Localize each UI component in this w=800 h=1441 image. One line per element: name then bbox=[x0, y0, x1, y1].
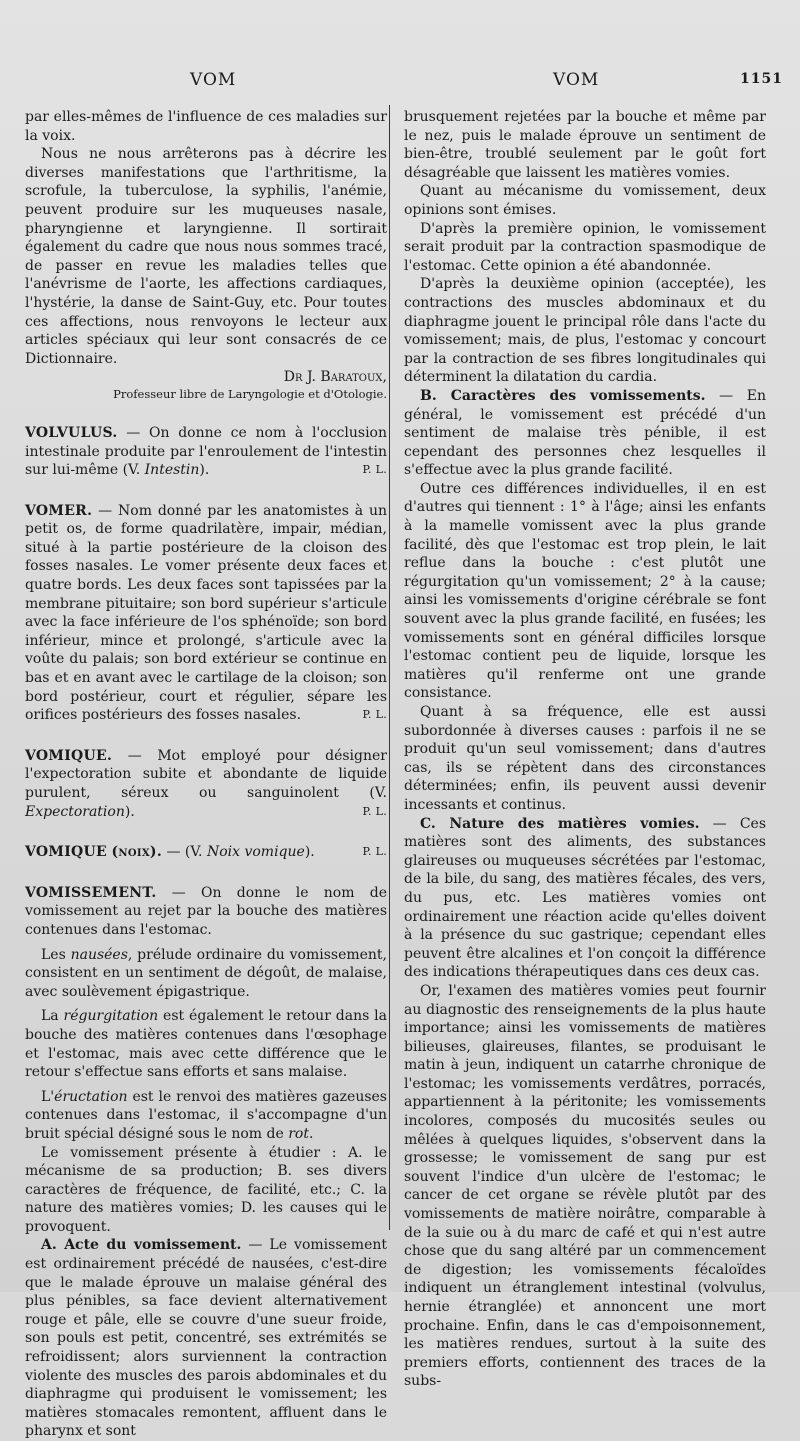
headword: VOMIQUE bbox=[25, 844, 108, 861]
section-heading: A. Acte du vomissement. bbox=[41, 1237, 242, 1254]
entry-text: — Nom donné par les anatomistes à un petit os, de forme quadrilatère, impair, médian, situé à la partie postérieure de la cloison des fosses nasales. Le vomer présente deux faces et quatre bords. Les deux faces sont tapissées par la membrane pituitaire; son bord supérieur s'articule avec la face inférieure de l'os sphénoïde; son bord inférieur, mince et prolongé, s'articule avec la voûte du palais; son bord extérieur se continue en bas et en avant avec le cartilage de la cloison; son bord postérieur, court et régulier, sépare les orifices postérieurs des fosses nasales. bbox=[25, 502, 387, 724]
section-c bbox=[404, 815, 766, 982]
entry-signature: P. L. bbox=[362, 845, 387, 859]
entry-text: — On donne ce nom à l'occlusion intestinale produite par l'enroulement de l'intestin sur lui-même (V. bbox=[25, 424, 387, 479]
entry-vomique bbox=[25, 747, 387, 821]
entry-signature: P. L. bbox=[362, 708, 387, 722]
left-column bbox=[25, 108, 388, 1440]
paragraph-study: Le vomissement présente à étudier : A. le mécanisme de sa production; B. ses divers caractères de fréquence, de facilité, etc.; C. la nature des matières vomies; D. les causes qui le provoquent. bbox=[25, 1144, 387, 1235]
entry-signature: P. L. bbox=[362, 804, 387, 818]
header-right: VOM bbox=[553, 70, 600, 90]
paragraph: D'après la deuxième opinion (acceptée), les contractions des muscles abdominaux et du diaphragme jouent le principal rôle dans l'acte du vomissement; mais, de plus, l'estomac y concourt par la contraction de ses fibres longitudinales qui déterminent la dilatation du cardia. bbox=[404, 276, 766, 386]
author-affiliation: Professeur libre de Laryngologie et d'Otologie. bbox=[113, 386, 387, 401]
section-text: — En général, le vomissement est précédé d'un sentiment de malaise très pénible, il est cependant des personnes chez lesquelles il s'effectue avec la plus grande facilité. bbox=[404, 387, 766, 479]
entry-signature: P. L. bbox=[362, 463, 387, 477]
headword: VOLVULUS. bbox=[25, 424, 118, 441]
paragraph-nausees bbox=[25, 946, 387, 1002]
entry-text: — Mot employé pour désigner l'expectoration subite et abondante de liquide purulent, séreux ou sanguinolent (V. bbox=[25, 747, 387, 801]
entry-text: ). bbox=[124, 803, 135, 820]
paragraph: brusquement rejetées par la bouche et même par le nez, puis le malade éprouve un sentiment de bien-être, troublé seulement par le goût fort désagréable que laissent les matières vomies. bbox=[404, 109, 766, 181]
paragraph: Quant au mécanisme du vomissement, deux opinions sont émises. bbox=[404, 183, 766, 218]
entry-text: — On donne le nom de vomissement au rejet par la bouche des matières contenues dans l'estomac. bbox=[25, 884, 387, 938]
entry-volvulus bbox=[25, 424, 387, 480]
paragraph-regurgitation bbox=[25, 1007, 387, 1081]
header-left: VOM bbox=[190, 70, 237, 90]
headword: VOMIQUE. bbox=[25, 747, 113, 764]
headword: VOMISSEMENT. bbox=[25, 884, 157, 901]
cross-reference: Noix vomique bbox=[206, 844, 305, 861]
term: régurgitation bbox=[63, 1008, 159, 1025]
paragraph: Nous ne nous arrêterons pas à décrire les diverses manifestations que l'arthritisme, la scrofule, la tuberculose, la syphilis, l'anémie, peuvent produire sur les muqueuses nasale, pharyngienne et laryngienne. Il sortirait également du cadre que nous nous sommes tracé, de passer en revue les maladies telles que l'anévrisme de l'aorte, les affections cardiaques, l'hystérie, la danse de Saint-Guy, etc. Pour toutes ces affections, nous renvoyons le lecteur aux articles spéciaux qui leur sont consacrés de ce Dictionnaire. bbox=[25, 146, 387, 367]
entry-text: — (V. bbox=[162, 844, 207, 861]
entry-vomer bbox=[25, 502, 387, 725]
text: Les bbox=[41, 946, 71, 963]
paragraph: D'après la première opinion, le vomissement serait produit par la contraction spasmodique de l'estomac. Cette opinion a été abandonnée. bbox=[404, 220, 766, 274]
term: nausées bbox=[70, 946, 128, 963]
cross-reference: Expectoration bbox=[25, 803, 125, 820]
entry-vomique-noix bbox=[25, 843, 387, 862]
entry-text: ). bbox=[304, 844, 315, 861]
section-b bbox=[404, 387, 766, 480]
section-text: — Ces matières sont des aliments, des substances glaireuses ou muqueuses sécrétées par l'estomac, de la bile, du sang, des matières fécales, des vers, du pus, etc. Les matières vomies ont ordinairement une réaction acide qu'elles doivent à la présence du suc gastrique; cependant elles peuvent être alcalines et l'on conçoit la différence des indications thérapeutiques dans ces deux cas. bbox=[404, 815, 766, 981]
paragraph: Quant à sa fréquence, elle est aussi subordonnée à diverses causes : parfois il ne se produit qu'un seul vomissement; dans d'autres cas, ils se répètent dans des circonstances déterminées; enfin, ils peuvent aussi devenir incessants et continus. bbox=[404, 704, 766, 813]
paragraph: par elles-mêmes de l'influence de ces maladies sur la voix. bbox=[25, 109, 387, 144]
column-divider bbox=[389, 105, 390, 1230]
paragraph: Outre ces différences individuelles, il en est d'autres qui tiennent : 1° à l'âge; ainsi les enfants à la mamelle vomissent avec la plus grande facilité, dès que l'estomac est trop plein, le lait reflue dans la bouche : c'est plutôt une régurgitation qu'un vomissement; 2° à la cause; ainsi les vomissements d'origine cérébrale se font souvent avec la plus grande facilité, en fusées; les vomissements sont en général difficiles lorsque l'estomac contient peu de liquide, lorsque les matières qu'il renferme ont une grande consistance. bbox=[404, 480, 766, 702]
cross-reference: Intestin bbox=[144, 462, 200, 479]
page-number: 1151 bbox=[740, 71, 783, 87]
entry-text: ). bbox=[199, 462, 210, 479]
term: rot bbox=[288, 1125, 309, 1142]
headword: VOMER. bbox=[25, 502, 93, 519]
text: est également le retour dans la bouche des matières contenues dans l'œsophage et l'estomac, mais avec cette différence que le retour s'effectue sans efforts et sans malaise. bbox=[25, 1008, 388, 1081]
headword-qualifier: (noix). bbox=[111, 844, 163, 861]
running-header bbox=[0, 70, 800, 94]
section-a bbox=[25, 1236, 387, 1441]
text: L' bbox=[41, 1088, 55, 1105]
paragraph: Or, l'examen des matières vomies peut fournir au diagnostic des renseignements de la plus haute importance; ainsi les vomissements de matières bilieuses, glaireuses, filantes, se produisant le matin à jeun, indiquent un catarrhe chronique de l'estomac; les vomissements verdâtres, porracés, appartiennent à la péritonite; les vomissements incolores, composés du mucosités seules ou mêlées à quelques liquides, s'observent dans la grossesse; le vomissement de sang pur est souvent l'indice d'un ulcère de l'estomac; le cancer de cet organe se révèle plutôt par des vomissements de matière noirâtre, comparable à de la suie ou à du marc de café et qui n'est autre chose que du sang altéré par un commencement de digestion; les vomissements fécaloïdes indiquent un étranglement intestinal (volvulus, hernie étranglée) et annoncent une mort prochaine. Enfin, dans le cas d'empoisonnement, les matières rendues, surtout à la suite des premiers efforts, contiennent des traces de la subs- bbox=[404, 982, 766, 1390]
section-heading: B. Caractères des vomissements. bbox=[420, 387, 706, 404]
section-text: — Le vomissement est ordinairement précédé de nausées, c'est-dire que le malade éprouve un malaise général des plus pénibles, sa face devient alternativement rouge et pâle, elle se couvre d'une sueur froide, son pouls est petit, concentré, ses extrémités se refroidissent; alors surviennent la contraction violente des muscles des parois abdominales et du diaphragme qui produisent le vomissement; les matières stomacales remontent, affluent dans le pharynx et sont bbox=[25, 1237, 387, 1440]
paragraph-eructation bbox=[25, 1088, 387, 1144]
section-heading: C. Nature des matières vomies. bbox=[420, 815, 700, 832]
entry-vomissement bbox=[25, 884, 387, 940]
text: . bbox=[308, 1125, 314, 1142]
text: , prélude ordinaire du vomissement, consistent en un sentiment de dégoût, de malaise, avec soulèvement épigastrique. bbox=[25, 946, 388, 1000]
text: est le renvoi des matières gazeuses contenues dans l'estomac, il s'accompagne d'un bruit spécial désigné sous le nom de bbox=[25, 1088, 387, 1142]
author-signature: Dr J. Baratoux, bbox=[283, 369, 387, 386]
term: éructation bbox=[54, 1088, 128, 1105]
right-column bbox=[404, 108, 766, 1390]
text: La bbox=[41, 1008, 64, 1025]
